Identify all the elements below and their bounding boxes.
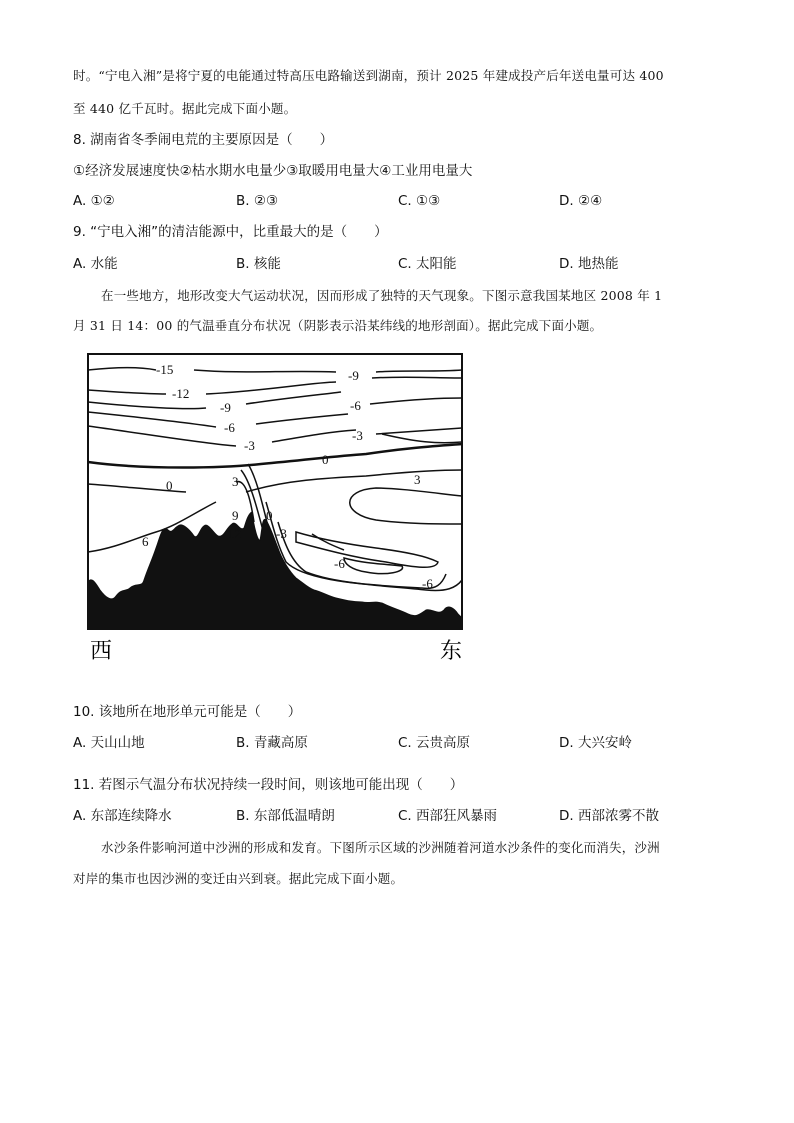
temperature-profile-svg [86,352,466,667]
isotherm-label: -3 [276,526,287,541]
intro-line-2: 至 440 亿千瓦时。据此完成下面小题。 [73,101,297,116]
isotherm-label: -12 [172,386,190,401]
passage3-line-1: 水沙条件影响河道中沙洲的形成和发育。下图所示区域的沙洲随着河道水沙条件的变化而消失，沙洲 [101,840,660,855]
q8-statements: ①经济发展速度快②枯水期水电量少③取暖用电量大④工业用电量大 [73,163,473,179]
isotherm-label: 12 [228,526,241,541]
isotherm-label: 0 [322,452,329,467]
isotherm-label: 3 [232,474,239,489]
intro-line-1: 时。“宁电入湘”是将宁夏的电能通过特高压电路输送到湖南，预计 2025 年建成投产后年送电量可达 400 [73,68,664,83]
isotherm-label: 3 [414,472,421,487]
q11-option-b[interactable]: B. 东部低温晴朗 [236,808,335,824]
isotherm-label: -6 [334,556,345,571]
passage3-line-2: 对岸的集市也因沙洲的变迁由兴到衰。据此完成下面小题。 [73,871,404,886]
q9-option-c[interactable]: C. 太阳能 [398,256,457,272]
east-label: 东 [440,638,463,663]
isotherm-label: -9 [348,368,359,383]
q8-option-b[interactable]: B. ②③ [236,193,279,209]
q8-option-d[interactable]: D. ②④ [559,193,603,209]
q10-option-c[interactable]: C. 云贵高原 [398,735,471,751]
q10-stem: 10. 该地所在地形单元可能是（ ） [73,704,302,720]
q10-option-d[interactable]: D. 大兴安岭 [559,735,632,751]
isotherm-label: 0 [166,478,173,493]
q10-option-a[interactable]: A. 天山山地 [73,735,145,751]
q11-stem: 11. 若图示气温分布状况持续一段时间，则该地可能出现（ ） [73,777,464,793]
q9-option-a[interactable]: A. 水能 [73,256,118,272]
q11-option-d[interactable]: D. 西部浓雾不散 [559,808,659,824]
isotherm-label: -15 [156,362,174,377]
q8-stem: 8. 湖南省冬季闹电荒的主要原因是（ ） [73,132,334,148]
isotherm-label: -3 [244,438,255,453]
isotherm-label: -6 [350,398,361,413]
q11-option-c[interactable]: C. 西部狂风暴雨 [398,808,498,824]
q8-option-c[interactable]: C. ①③ [398,193,441,209]
isotherm-label: 0 [266,508,273,523]
q8-option-a[interactable]: A. ①② [73,193,115,209]
isotherm-label: 9 [232,508,239,523]
isotherm-label: -6 [422,576,433,591]
passage2-line-1: 在一些地方，地形改变大气运动状况，因而形成了独特的天气现象。下图示意我国某地区 2008 年 1 [101,288,663,303]
q9-option-d[interactable]: D. 地热能 [559,256,619,272]
isotherm-label: -6 [224,420,235,435]
isotherm-label: -9 [220,400,231,415]
isotherm-label: 6 [142,534,149,549]
q9-option-b[interactable]: B. 核能 [236,256,281,272]
temperature-profile-figure [86,352,466,671]
passage2-line-2: 月 31 日 14：00 的气温垂直分布状况（阴影表示沿某纬线的地形剖面）。据此完成下面小题。 [73,318,603,333]
west-label: 西 [90,638,113,663]
q10-option-b[interactable]: B. 青藏高原 [236,735,308,751]
isotherm-label: -3 [352,428,363,443]
q9-stem: 9. “宁电入湘”的清洁能源中，比重最大的是（ ） [73,224,388,240]
q11-option-a[interactable]: A. 东部连续降水 [73,808,172,824]
